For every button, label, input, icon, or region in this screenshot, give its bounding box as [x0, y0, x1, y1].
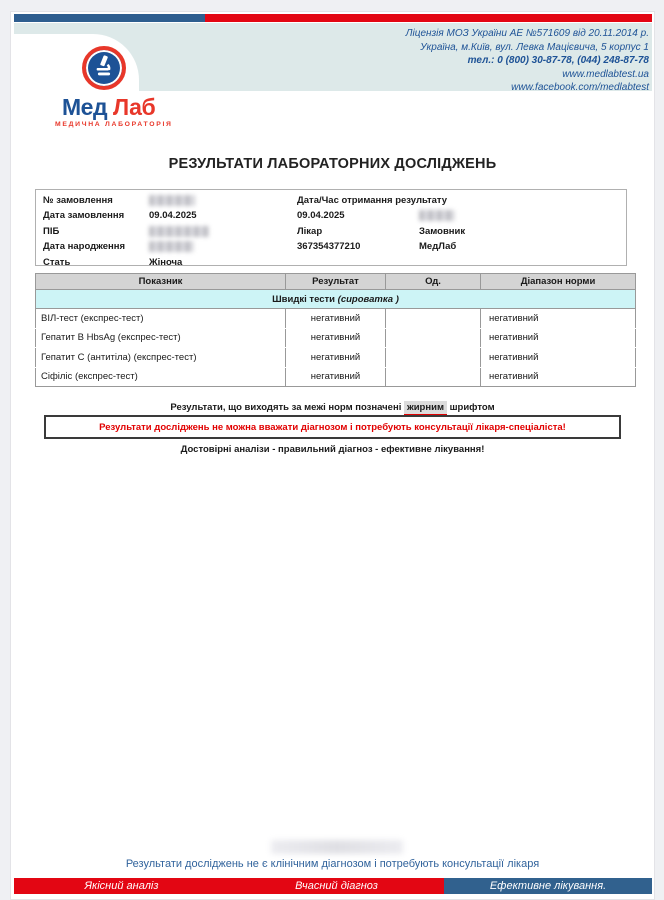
- top-accent-bar-red: [205, 14, 652, 22]
- sex-label: Стать: [43, 256, 71, 268]
- patient-name-label: ПІБ: [43, 225, 60, 237]
- website-link: www.medlabtest.ua: [562, 68, 649, 80]
- test-unit: [386, 367, 481, 387]
- table-section-row: [36, 290, 636, 309]
- disclaimer-line: Результати досліджень не є клінічним діагнозом і потребують консультації лікаря: [125, 858, 540, 870]
- footer-bar: [14, 878, 652, 894]
- license-line: Ліцензія МОЗ України АЕ №571609 від 20.11.2014 р.: [405, 28, 649, 39]
- page-title: РЕЗУЛЬТАТИ ЛАБОРАТОРНИХ ДОСЛІДЖЕНЬ: [168, 156, 497, 172]
- test-result: негативний: [286, 348, 386, 368]
- table-row: [36, 309, 636, 329]
- test-unit: [386, 328, 481, 348]
- column-header-indicator: Показник: [36, 274, 286, 290]
- logo-word-lab: Лаб: [112, 94, 156, 120]
- test-norm: негативний: [481, 367, 636, 387]
- bold-values-note: [11, 402, 654, 413]
- results-table-header: [36, 274, 636, 290]
- order-date-label: Дата замовлення: [43, 210, 125, 222]
- test-name: ВІЛ-тест (експрес-тест): [36, 309, 286, 329]
- footer-blue-segment: [444, 878, 652, 894]
- footer-red-segment: [14, 878, 444, 894]
- test-name: Гепатит В HbsAg (експрес-тест): [36, 328, 286, 348]
- result-date-value: 09.04.2025: [297, 210, 345, 222]
- sex-value: Жіноча: [149, 256, 183, 268]
- results-table: [35, 273, 636, 387]
- order-date-value: 09.04.2025: [149, 210, 197, 222]
- footer-item-treatment: Ефективне лікування.: [489, 880, 607, 892]
- logo-wordmark: [62, 94, 155, 121]
- order-info-row: [36, 225, 626, 240]
- table-row: [36, 348, 636, 368]
- redacted-patient-name: [149, 226, 209, 237]
- result-datetime-label: Дата/Час отримання результату: [297, 195, 448, 206]
- address-line: Україна, м.Київ, вул. Левка Мацієвича, 5 корпус 1: [420, 41, 649, 53]
- logo-tagline: МЕДИЧНА ЛАБОРАТОРІЯ: [55, 121, 173, 128]
- document-page: [10, 11, 655, 900]
- redacted-signature: [271, 840, 403, 854]
- column-header-result: Результат: [286, 274, 386, 290]
- order-info-row: [36, 194, 626, 209]
- test-unit: [386, 348, 481, 368]
- test-result: негативний: [286, 328, 386, 348]
- footer-item-quality: Якісний аналіз: [84, 880, 159, 892]
- test-norm: негативний: [481, 348, 636, 368]
- test-norm: негативний: [481, 309, 636, 329]
- order-info-row: [36, 240, 626, 255]
- top-accent-bar-blue: [14, 14, 205, 22]
- customer-value: МедЛаб: [419, 241, 457, 253]
- warning-text: Результати досліджень не можна вважати діагнозом і потребують консультації лікаря-спеціаліста!: [99, 421, 566, 433]
- facebook-link: www.facebook.com/medlabtest: [511, 82, 649, 94]
- doctor-label: Лікар: [297, 225, 323, 237]
- test-name: Сіфіліс (експрес-тест): [36, 367, 286, 387]
- redacted-order-number: [149, 195, 195, 206]
- medlab-logo: [82, 46, 126, 90]
- test-result: негативний: [286, 309, 386, 329]
- microscope-icon: [91, 53, 117, 84]
- lab-contact-block: [406, 27, 649, 95]
- bold-note-prefix: Результати, що виходять за межі норм позначені: [170, 402, 402, 413]
- order-info-box: [35, 189, 627, 266]
- section-title: Швидкі тести: [272, 293, 336, 305]
- customer-label: Замовник: [419, 225, 466, 237]
- warning-box: [44, 415, 621, 439]
- redacted-result-time: [419, 210, 455, 221]
- top-accent-bar: [14, 14, 652, 22]
- test-name: Гепатит С (антитіла) (експрес-тест): [36, 348, 286, 368]
- order-number-label: № замовлення: [43, 195, 113, 206]
- column-header-norm-range: Діапазон норми: [481, 274, 636, 290]
- order-info-row: [36, 209, 626, 224]
- redacted-birth-date: [149, 241, 194, 252]
- test-result: негативний: [286, 367, 386, 387]
- doctor-code-value: 367354377210: [297, 241, 361, 253]
- test-unit: [386, 309, 481, 329]
- bold-note-suffix: шрифтом: [449, 402, 495, 413]
- logo-word-med: Мед: [62, 94, 108, 120]
- table-row: [36, 367, 636, 387]
- birth-date-label: Дата народження: [43, 241, 126, 253]
- table-row: [36, 328, 636, 348]
- section-note: (сироватка ): [337, 293, 399, 305]
- test-norm: негативний: [481, 328, 636, 348]
- footer-item-diagnosis: Вчасний діагноз: [295, 880, 378, 892]
- bold-note-highlight: жирним: [404, 401, 447, 416]
- slogan-line: Достовірні аналізи - правильний діагноз - ефективне лікування!: [180, 444, 485, 455]
- phone-line: тел.: 0 (800) 30-87-78, (044) 248-87-78: [467, 55, 649, 67]
- order-info-row: [36, 256, 626, 271]
- column-header-unit: Од.: [386, 274, 481, 290]
